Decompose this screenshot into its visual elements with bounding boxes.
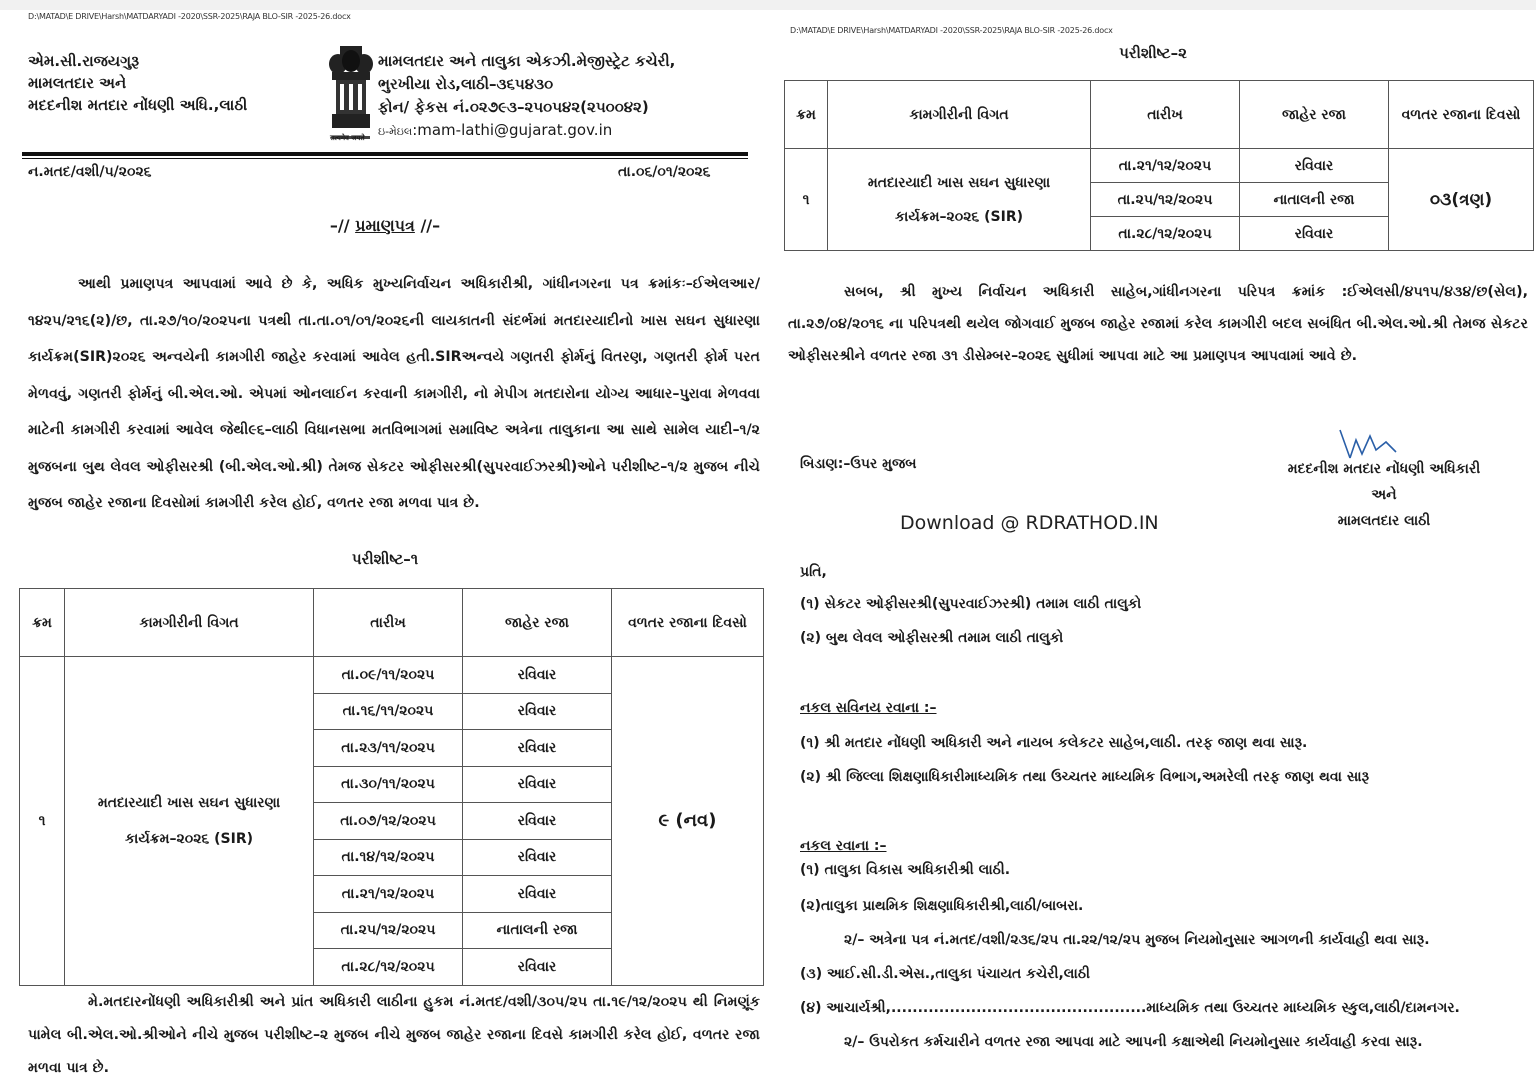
letter-date: તા.૦૬/૦૧/૨૦૨૬	[618, 164, 711, 180]
emblem-motto: सत्यमेव जयते	[330, 134, 365, 142]
header-date: તારીખ	[314, 589, 463, 657]
signatory-line-2: અને	[1371, 487, 1397, 503]
sender-block	[28, 50, 247, 116]
to-label: પ્રતિ,	[800, 564, 827, 580]
row-date: તા.૧૪/૧૨/૨૦૨૫	[314, 839, 463, 876]
to-item: (૨) બુથ લેવલ ઓફીસરશ્રી તમામ લાઠી તાલુકો	[800, 630, 1064, 646]
copy-item: (૨)તાલુકા પ્રાથમિક શિક્ષણાધિકારીશ્રી,લાઠી/બાબરા.	[800, 898, 1084, 914]
copy-item-note: ૨/– ઉપરોકત કર્મચારીને વળતર રજા આપવા માટે આપની કક્ષાએથી નિયમોનુસાર કાર્યવાહી કરવા સારૂ.	[844, 1034, 1423, 1050]
signatory-block	[1264, 456, 1504, 534]
download-watermark: Download @ RDRATHOD.IN	[900, 512, 1159, 534]
header-rule-thin	[22, 158, 748, 159]
appointment-paragraph-block	[28, 986, 760, 1085]
copy-label: નકલ રવાના :–	[800, 838, 887, 854]
row-date: તા.૦૯/૧૧/૨૦૨૫	[314, 657, 463, 694]
signatory-line-3: મામલતદાર લાઠી	[1337, 513, 1431, 529]
title-suffix: //–	[414, 216, 441, 235]
row-holiday: રવિવાર	[463, 693, 612, 730]
file-path: D:\MATAD\E DRIVE\Harsh\MATDARYADI -2020\SSR-2025\RAJA BLO-SIR -2025-26.docx	[790, 26, 1113, 35]
office-address-block	[378, 50, 675, 143]
file-path: D:\MATAD\E DRIVE\Harsh\MATDARYADI -2020\SSR-2025\RAJA BLO-SIR -2025-26.docx	[28, 12, 351, 21]
certificate-page-2	[770, 0, 1536, 1080]
table-row	[785, 149, 1534, 183]
row-work-detail	[828, 149, 1091, 251]
office-phone: ફોન/ ફેકસ નં.૦૨૭૯૩–૨૫૦૫૪૨(૨૫૦૦૪૨)	[378, 98, 649, 116]
sender-designation: મામલતદાર અને	[28, 74, 127, 92]
appointment-paragraph: મે.મતદારનોંધણી અધિકારીશ્રી અને પ્રાંત અધિકારી લાઠીના હુકમ નં.મતદ/વશી/૩૦૫/૨૫ તા.૧૯/૧૨/૨૦૨૫ થી નિમણૂંક પામેલ બી.એલ.ઓ.શ્રીઓને નીચે મુજબ પરીશીષ્ટ–૨ મુજબ નીચે મુજબ જાહેર રજાના દિવસે કામગીરી કરેલ હોઈ, વળતર રજા મળવા પાત્ર છે.	[28, 994, 760, 1076]
reason-paragraph: સબબ, શ્રી મુખ્ય નિર્વાચન અધિકારી સાહેબ,ગાંધીનગરના પરિપત્ર ક્રમાંક :ઈએલસી/૪૫૧૫/૪૩૪/છ(સેલ), તા.૨૭/૦૪/૨૦૧૬ ના પરિપત્રથી થયેલ જોગવાઈ મુજબ જાહેર રજામાં કરેલ કામગીરી બદલ સબંધિત બી.એલ.ઓ.શ્રી તેમજ સેકટર ઓફીસરશ્રીને વળતર રજા ૩૧ ડીસેમ્બર–૨૦૨૬ સુધીમાં આપવા માટે આ પ્રમાણપત્ર આપવામાં આવે છે.	[788, 284, 1528, 364]
row-comp-days: ૯ (નવ)	[612, 657, 764, 986]
row-date: તા.૨૩/૧૧/૨૦૨૫	[314, 730, 463, 767]
row-work-detail	[65, 657, 314, 986]
copy-item: (૪) આચાર્યશ્રી,................................................માધ્યમિક તથા ઉચ્ચતર માધ્યમિક સ્કુલ,લાઠી/દામનગર.	[800, 1000, 1460, 1016]
sender-office: મદદનીશ મતદાર નોંધણી અધિ.,લાઠી	[28, 96, 248, 114]
row-holiday: રવિવાર	[463, 766, 612, 803]
row-date: તા.૩૦/૧૧/૨૦૨૫	[314, 766, 463, 803]
row-holiday: રવિવાર	[463, 657, 612, 694]
office-email[interactable]: :mam-lathi@gujarat.gov.in	[412, 121, 613, 139]
row-date: તા.૨૧/૧૨/૨૦૨૫	[1091, 149, 1240, 183]
row-comp-days: ૦૩(ત્રણ)	[1389, 149, 1534, 251]
body-paragraph: આથી પ્રમાણપત્ર આપવામાં આવે છે કે, અધિક મુખ્યનિર્વાચન અધિકારીશ્રી, ગાંધીનગરના પત્ર ક્રમાંકઃ–ઈએલઆર/૧૪૨૫/૨૧૬(૨)/છ, તા.૨૭/૧૦/૨૦૨૫ના પત્રથી તા.તા.૦૧/૦૧/૨૦૨૬ની લાયકાતની સંદર્ભમાં મતદારયાદીનો ખાસ સઘન સુધારણા કાર્યક્રમ(SIR)૨૦૨૬ અન્વયેની કામગીરી જાહેર કરવામાં આવેલ હતી.SIRઅન્વયે ગણતરી ફોર્મનું વિતરણ, ગણતરી ફોર્મ પરત મેળવવું, ગણતરી ફોર્મનું બી.એલ.ઓ. એપમાં ઓનલાઈન કરવાની કામગીરી, નો મેપીગ મતદારોના યોગ્ય આધાર–પુરાવા મેળવવા માટેની કામગીરી કરવામાં આવેલ જેથી૯૬–લાઠી વિધાનસભા મતવિભાગમાં સમાવિષ્ટ અત્રેના તાલુકાના આ સાથે સામેલ યાદી–૧/૨ મુજબના બુથ લેવલ ઓફીસરશ્રી (બી.એલ.ઓ.શ્રી) તેમજ સેકટર ઓફીસરશ્રી(સુપરવાઈઝરશ્રી)ઓને પરીશીષ્ટ–૧/૨ મુજબ નીચે મુજબ જાહેર રજાના દિવસોમાં કામગીરી કરેલ હોઈ, વળતર રજા મળવા પાત્ર છે.	[28, 276, 760, 511]
row-serial: ૧	[20, 657, 65, 986]
header-public-holiday: જાહેર રજા	[1240, 81, 1389, 149]
work-line-1: મતદારયાદી ખાસ સઘન સુધારણા	[97, 794, 281, 811]
row-holiday: રવિવાર	[463, 803, 612, 840]
sender-name: એમ.સી.રાજયગુરૂ	[28, 52, 140, 70]
header-date: તારીખ	[1091, 81, 1240, 149]
row-holiday: રવિવાર	[1240, 149, 1389, 183]
table-header-row	[20, 589, 764, 657]
copy-item: (૩) આઈ.સી.ડી.એસ.,તાલુકા પંચાયત કચેરી,લાઠી	[800, 966, 1090, 982]
header-public-holiday: જાહેર રજા	[463, 589, 612, 657]
enclosure-note: બિડાણ:–ઉપર મુજબ	[800, 456, 917, 472]
email-label: ઇ-મેઇલ	[378, 125, 413, 138]
table-header-row	[785, 81, 1534, 149]
copy-item-note: ૨/– અત્રેના પત્ર નં.મતદ/વશી/૨૩૬/૨૫ તા.૨૨/૧૨/૨૫ મુજબ નિયમોનુસાર આગળની કાર્યવાહી થવા સારૂ.	[844, 932, 1430, 948]
reference-number: ન.મતદ/વશી/૫/૨૦૨૬	[28, 164, 152, 180]
work-line-2: કાર્યક્રમ–૨૦૨૬ (SIR)	[125, 830, 253, 847]
title-prefix: –//	[329, 216, 356, 235]
header-serial: ક્રમ	[20, 589, 65, 657]
row-holiday: રવિવાર	[463, 949, 612, 986]
national-emblem-icon	[326, 44, 376, 148]
annex-2-title: પરીશીષ્ટ–૨	[1119, 44, 1187, 62]
row-date: તા.૨૧/૧૨/૨૦૨૫	[314, 876, 463, 913]
work-line-1: મતદારયાદી ખાસ સઘન સુધારણા	[867, 174, 1051, 191]
scan-top-strip	[0, 0, 770, 10]
reason-paragraph-block	[788, 276, 1528, 372]
row-holiday: રવિવાર	[1240, 217, 1389, 251]
certificate-body	[28, 266, 760, 522]
annex-1-table	[19, 588, 764, 986]
header-serial: ક્રમ	[785, 81, 828, 149]
office-name: મામલતદાર અને તાલુકા એકઝી.મેજીસ્ટ્રેટ કચેરી,	[378, 52, 676, 70]
header-rule-thick	[22, 152, 748, 156]
row-holiday: રવિવાર	[463, 839, 612, 876]
row-date: તા.૦૭/૧૨/૨૦૨૫	[314, 803, 463, 840]
row-holiday: રવિવાર	[463, 876, 612, 913]
row-date: તા.૨૫/૧૨/૨૦૨૫	[314, 912, 463, 949]
header-comp-leave-days: વળતર રજાના દિવસો	[1389, 81, 1534, 149]
copy-item: (૧) તાલુકા વિકાસ અધિકારીશ્રી લાઠી.	[800, 862, 1011, 878]
row-holiday: નાતાલની રજા	[463, 912, 612, 949]
signatory-line-1: મદદનીશ મતદાર નોંધણી અધિકારી	[1287, 461, 1481, 477]
copy-respectful-label: નકલ સવિનય રવાના :–	[800, 700, 937, 716]
row-holiday: નાતાલની રજા	[1240, 183, 1389, 217]
row-holiday: રવિવાર	[463, 730, 612, 767]
certificate-title	[0, 216, 770, 236]
office-address: ભુરખીયા રોડ,લાઠી–૩૬૫૪૩૦	[378, 75, 554, 93]
work-line-2: કાર્યક્રમ–૨૦૨૬ (SIR)	[895, 208, 1023, 225]
table-row	[20, 657, 764, 694]
header-work-detail: કામગીરીની વિગત	[828, 81, 1091, 149]
row-date: તા.૧૬/૧૧/૨૦૨૫	[314, 693, 463, 730]
header-work-detail: કામગીરીની વિગત	[65, 589, 314, 657]
to-item: (૧) સેકટર ઓફીસરશ્રી(સુપરવાઈઝરશ્રી) તમામ લાઠી તાલુકો	[800, 596, 1142, 612]
row-date: તા.૨૫/૧૨/૨૦૨૫	[1091, 183, 1240, 217]
row-date: તા.૨૮/૧૨/૨૦૨૫	[314, 949, 463, 986]
copy-respectful-item: (૨) શ્રી જિલ્લા શિક્ષણાધિકારીમાધ્યમિક તથા ઉચ્ચતર માધ્યમિક વિભાગ,અમરેલી તરફ જાણ થવા સારૂ	[800, 769, 1370, 785]
copy-respectful-item: (૧) શ્રી મતદાર નોંધણી અધિકારી અને નાયબ કલેકટર સાહેબ,લાઠી. તરફ જાણ થવા સારૂ.	[800, 735, 1308, 751]
office-email-line	[378, 119, 675, 143]
row-date: તા.૨૮/૧૨/૨૦૨૫	[1091, 217, 1240, 251]
certificate-page-1	[0, 0, 770, 1080]
scan-top-strip	[770, 0, 1536, 10]
row-serial: ૧	[785, 149, 828, 251]
header-comp-leave-days: વળતર રજાના દિવસો	[612, 589, 764, 657]
title-text: પ્રમાણપત્ર	[355, 216, 415, 235]
annex-2-table	[784, 80, 1534, 251]
annex-1-title: પરીશીષ્ટ–૧	[351, 550, 419, 568]
